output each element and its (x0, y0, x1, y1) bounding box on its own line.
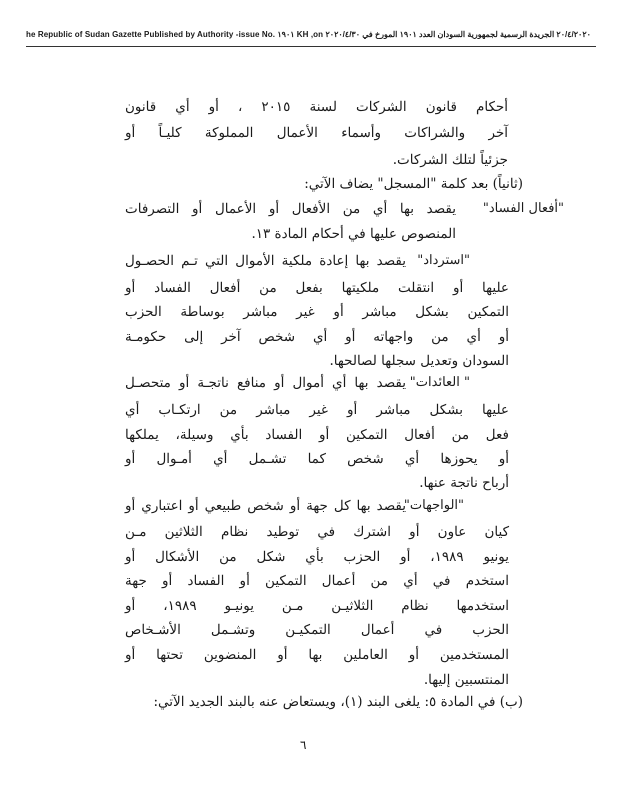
definition-fronts-line-3: يونيو ١٩٨٩، أو الحزب بأي شكل من الأشكال أو (125, 549, 510, 565)
definition-recovery-line-4: أو أي من واجهاته أو أي شخص آخر إلى حكومـة (125, 329, 509, 345)
page-number: ٦ (300, 738, 307, 752)
definition-proceeds-line-3: فعل من أفعال التمكين أو الفساد بأي وسيلة، يملكها (125, 427, 509, 443)
definition-fronts-line-8: المنتسبين إليها. (423, 672, 509, 688)
header-divider (26, 46, 596, 47)
definition-fronts-line-5: استخدمها نظام الثلاثيـن مـن يونيـو ١٩٨٩، أو (125, 598, 510, 614)
definition-term-fronts: "الواجهات" (403, 498, 464, 513)
definition-proceeds-line-4: أو يحوزها أي شخص كما تشـمل أي أمـوال أو (125, 451, 509, 467)
definition-corruption-line-2: المنصوص عليها في أحكام المادة ١٣. (251, 226, 456, 242)
definition-recovery-line-1: يقصد بها إعادة ملكية الأموال التي تـم الحصـول (125, 253, 406, 269)
definition-term-corruption: "أفعال الفساد" (482, 201, 564, 216)
definition-proceeds-line-2: عليها بشكل مباشر أو غير مباشر من ارتكـاب أي (125, 402, 509, 418)
second-clause: (ثانياً) بعد كلمة "المسجل" يضاف الآتي: (304, 176, 523, 192)
definition-proceeds-line-1: يقصد بها أي أموال أو منافع ناتجـة أو متحصـل (125, 375, 406, 391)
definition-fronts-line-7: المستخدمين أو العاملين بها أو المنضوين تحتها أو (125, 647, 509, 663)
definition-recovery-line-3: التمكين بشكل مباشر أو غير مباشر بوساطة الحزب (125, 304, 509, 320)
definition-term-recovery: "استرداد" (417, 253, 470, 268)
definition-fronts-line-6: الحزب في أعمال التمكيـن وتشـمل الأشـخاص (125, 622, 509, 638)
clause-b: (ب) في المادة ٥: يلغى البند (١)، ويستعاض عنه بالبند الجديد الآتي: (153, 694, 523, 710)
intro-line-1: أحكام قانون الشركات لسنة ٢٠١٥ ، أو أي قانون (125, 99, 508, 115)
intro-line-3: جزئياً لتلك الشركات. (392, 152, 508, 168)
definition-term-proceeds: " العائدات" (409, 375, 470, 390)
definition-recovery-line-5: السودان وتعديل سجلها لصالحها. (329, 353, 509, 369)
definition-corruption-line-1: يقصد بها أي من الأفعال أو الأعمال أو التصرفات (125, 201, 456, 217)
gazette-header: he Republic of Sudan Gazette Published by Authority -issue No. ١٩٠١ KH ,on ٢٠/٤/٢٠٢٠ الجريدة الرسمية لجمهورية السودان العدد ١٩٠١ المورخ في ٢٠٢٠/٤/٣٠ (26, 30, 591, 39)
definition-fronts-line-4: استخدم في أي من أعمال التمكين أو الفساد أو جهة (125, 573, 509, 589)
definition-fronts-line-2: كيان عاون أو اشترك في توطيد نظام الثلاثين مـن (125, 524, 509, 540)
definition-fronts-line-1: يقصد بها كل جهة أو شخص طبيعي أو اعتباري أو (125, 498, 406, 514)
definition-proceeds-line-5: أرباح ناتجة عنها. (419, 475, 509, 491)
definition-recovery-line-2: عليها أو انتقلت ملكيتها بفعل من أفعال الفساد أو (125, 280, 509, 296)
intro-line-2: آخر والشراكات وأسماء الأعمال المملوكة كليـاً أو (125, 125, 508, 141)
